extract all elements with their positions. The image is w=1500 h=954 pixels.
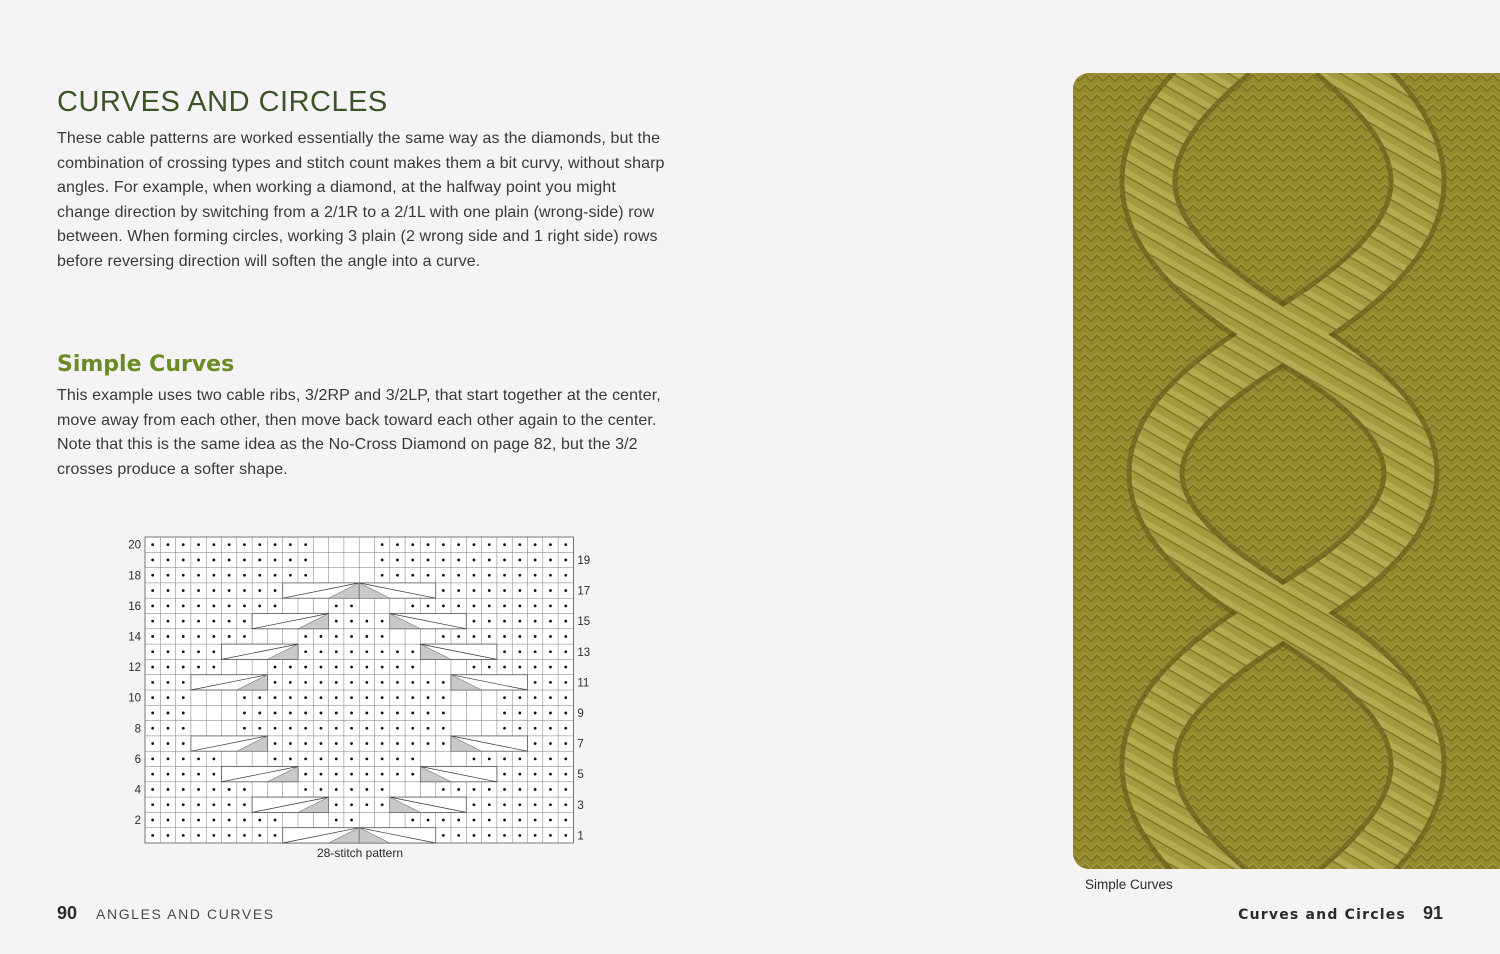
chart-row-label: 8 xyxy=(134,723,141,736)
chart-row-label: 12 xyxy=(128,662,141,675)
chart-row-label: 15 xyxy=(577,616,591,629)
chart-row-label: 7 xyxy=(577,738,584,751)
chart-row-labels-right xyxy=(577,555,590,842)
chart-row-label: 19 xyxy=(577,554,591,567)
photo-caption: Simple Curves xyxy=(1085,877,1173,892)
left-page-number: 90 xyxy=(57,903,78,923)
subsection-paragraph: This example uses two cable ribs, 3/2RP and 3/2LP, that start together at the center, move away from each other, then move back toward each other again to the center. Note that this is the same idea as the No-Cross Diamond on page 82, but the 3/2 crosses produce a softer shape. xyxy=(57,387,661,478)
knit-swatch-photo xyxy=(1073,73,1500,869)
cable-chart xyxy=(120,530,600,865)
right-running-head: Curves and Circles xyxy=(1238,907,1406,923)
chart-row-label: 1 xyxy=(577,830,584,843)
chart-row-label: 10 xyxy=(128,692,141,705)
chart-row-label: 2 xyxy=(134,815,141,828)
subsection-title: Simple Curves xyxy=(57,352,235,377)
chart-row-label: 4 xyxy=(134,784,141,797)
chart-row-label: 9 xyxy=(577,707,584,720)
intro-paragraph: These cable patterns are worked essentially the same way as the diamonds, but the combination of crossing types and stitch count makes them a bit curvy, without sharp angles. For example, when working a diamond, at the halfway point you might change direction by switching from a 2/1R to a 2/1L with one plain (wrong-side) row between. When forming circles, working 3 plain (2 wrong side and 1 right side) rows before reversing direction will soften the angle into a curve. xyxy=(57,130,665,270)
chart-row-label: 20 xyxy=(128,539,141,552)
chart-row-label: 17 xyxy=(577,585,591,598)
chart-row-label: 18 xyxy=(128,570,141,583)
knit-swatch-image xyxy=(1073,73,1500,869)
chart-caption: 28-stitch pattern xyxy=(316,846,404,860)
footer-right xyxy=(1238,903,1443,924)
left-running-head: ANGLES AND CURVES xyxy=(96,906,275,922)
chart-row-label: 6 xyxy=(134,753,141,766)
chart-grid xyxy=(145,537,573,843)
chart-row-label: 3 xyxy=(577,799,584,812)
footer-left xyxy=(57,903,275,924)
chart-row-label: 16 xyxy=(128,600,141,613)
chart-row-label: 14 xyxy=(128,631,141,644)
section-title: CURVES AND CIRCLES xyxy=(57,86,388,118)
right-page-number: 91 xyxy=(1422,903,1443,923)
chart-row-label: 13 xyxy=(577,646,591,659)
chart-row-labels-left xyxy=(128,540,141,827)
chart-row-label: 11 xyxy=(577,677,590,690)
chart-row-label: 5 xyxy=(577,769,584,782)
